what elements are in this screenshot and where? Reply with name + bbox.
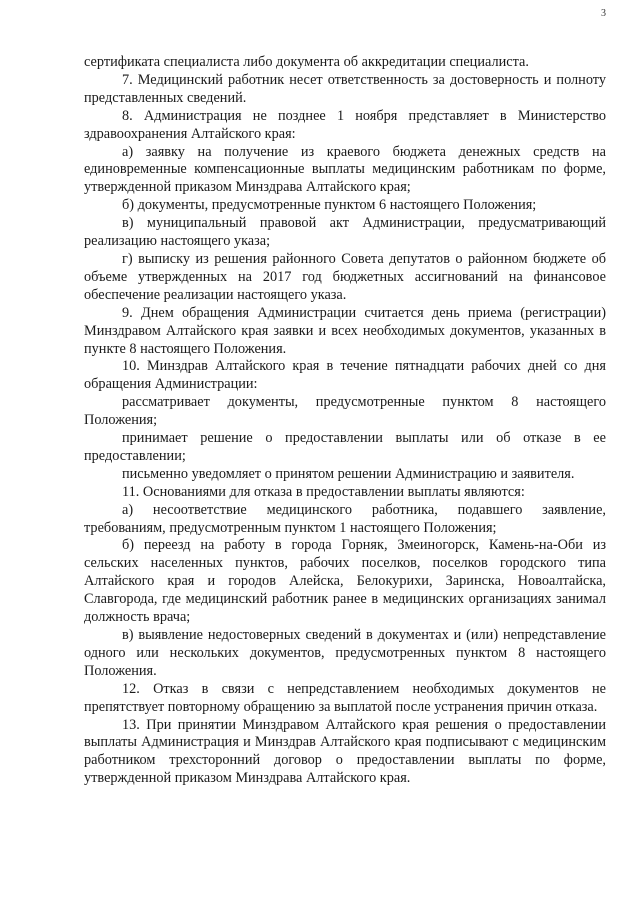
paragraph-item-8b: б) документы, предусмотренные пунктом 6 настоящего Положения; bbox=[122, 197, 537, 214]
paragraph-item-11: 11. Основаниями для отказа в предоставлении выплаты являются: bbox=[122, 483, 525, 500]
paragraph-continuation: сертификата специалиста либо документа об аккредитации специалиста. bbox=[84, 54, 529, 70]
paragraph-item-11a: а) несоответствие медицинского работника, подавшего заявление, требованиям, предусмотренным пунктом 1 настоящего Положения; bbox=[84, 501, 606, 536]
paragraph-item-11v: в) выявление недостоверных сведений в документах и (или) непредставление одного или нескольких документов, предусмотренных пунктом 8 настоящего Положения. bbox=[84, 627, 606, 679]
paragraph-item-7: 7. Медицинский работник несет ответственность за достоверность и полноту представленных сведений. bbox=[84, 71, 606, 106]
paragraph-item-10-1: рассматривает документы, предусмотренные пунктом 8 настоящего Положения; bbox=[84, 394, 606, 429]
paragraph-item-10-3: письменно уведомляет о принятом решении Администрацию и заявителя. bbox=[122, 465, 575, 482]
paragraph-item-10: 10. Минздрав Алтайского края в течение пятнадцати рабочих дней со дня обращения Администрации: bbox=[84, 358, 606, 393]
paragraph-item-12: 12. Отказ в связи с непредставлением необходимых документов не препятствует повторному обращению за выплатой после устранения причин отказа. bbox=[84, 680, 606, 715]
paragraph-item-8: 8. Администрация не позднее 1 ноября представляет в Министерство здравоохранения Алтайского края: bbox=[84, 107, 606, 142]
paragraph-item-10-2: принимает решение о предоставлении выплаты или об отказе в ее предоставлении; bbox=[84, 430, 606, 464]
paragraph-item-13: 13. При принятии Минздравом Алтайского края решения о предоставлении выплаты Администрация и Минздрав Алтайского края подписывают с медицинским работником трехсторонний договор о предоставлении выплаты по форме, утвержденной приказом Минздрава Алтайского края. bbox=[84, 716, 606, 787]
page-number: 3 bbox=[601, 8, 606, 19]
paragraph-item-8g: г) выписку из решения районного Совета депутатов о районном бюджете об объеме утвержденных на 2017 год бюджетных ассигнований на финансовое обеспечение реализации настоящего указа. bbox=[84, 250, 606, 303]
paragraph-item-11b: б) переезд на работу в города Горняк, Змеиногорск, Камень-на-Оби из сельских населенных пунктов, рабочих поселков, поселков городского типа Алтайского края и городов Алейска, Белокурихи, Заринска, Новоалтайска, Славгорода, где медицинский работник ранее в медицинских организациях занимал должность врача; bbox=[84, 537, 606, 626]
paragraph-item-8v: в) муниципальный правовой акт Администрации, предусматривающий реализацию настоящего указа; bbox=[84, 215, 606, 250]
paragraph-item-9: 9. Днем обращения Администрации считается день приема (регистрации) Минздравом Алтайского края заявки и всех необходимых документов, указанных в пункте 8 настоящего Положения. bbox=[84, 304, 606, 357]
paragraph-item-8a: а) заявку на получение из краевого бюджета денежных средств на единовременные компенсационные выплаты медицинским работникам по форме, утвержденной приказом Минздрава Алтайского края; bbox=[84, 143, 606, 196]
document-body bbox=[84, 54, 606, 788]
